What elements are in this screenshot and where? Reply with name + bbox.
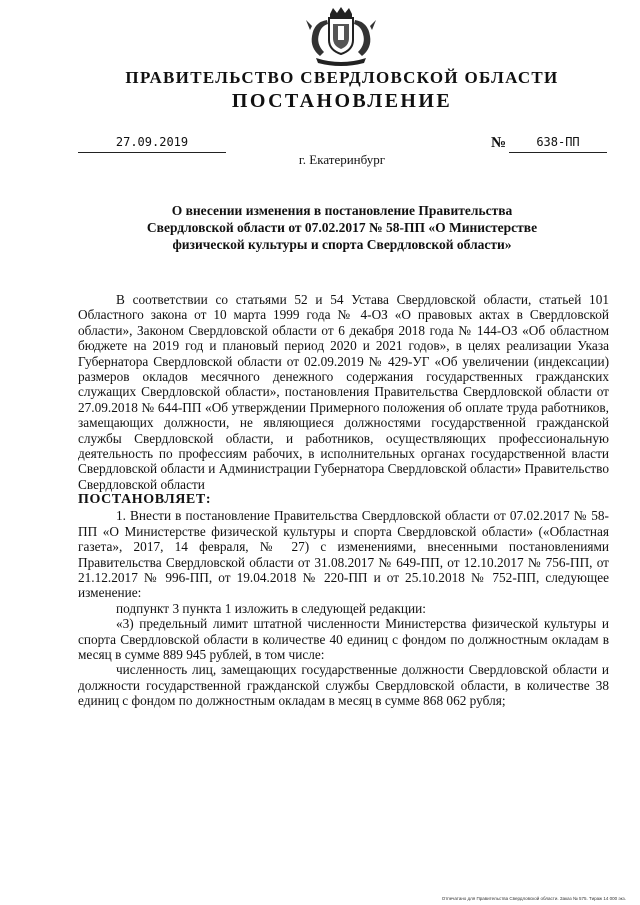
subject-line: Свердловской области от 07.02.2017 № 58-ПП «О Министерстве xyxy=(146,220,538,235)
quoted-paragraph: «3) предельный лимит штатной численности Министерства физической культуры и спорта Свердловской области в количестве 40 единиц с фондом по должностным окладам в месяц в сумме 889 945 рублей, в том числе: xyxy=(78,616,609,662)
document-subject xyxy=(110,202,574,253)
subject-line: О внесении изменения в постановление Правительства xyxy=(171,203,513,218)
city-label: г. Екатеринбург xyxy=(298,152,386,167)
document-body xyxy=(78,292,609,709)
preamble-paragraph: В соответствии со статьями 52 и 54 Устава Свердловской области, статьей 101 Областного закона от 10 марта 1999 года № 4-ОЗ «О правовых актах в Свердловской области», Законом Свердловской области от 6 декабря 2018 года № 144-ОЗ «Об областном бюджете на 2019 год и плановый период 2020 и 2021 годов», в целях реализации Указа Губернатора Свердловской области от 02.09.2019 № 429-УГ «Об увеличении (индексации) размеров окладов месячного денежного содержания государственных гражданских служащих Свердловской области», постановления Правительства Свердловской области от 27.09.2018 № 644-ПП «Об утверждении Примерного положения об оплате труда работников, замещающих должности, не являющиеся должностями государственной гражданской службы Свердловской области, и работников, осуществляющих профессиональную деятельность по профессиям рабочих, в исполнительных органах государственной власти Свердловской области и Администрации Губернатора Свердловской области» Правительство Свердловской области xyxy=(78,292,609,492)
government-title: ПРАВИТЕЛЬСТВО СВЕРДЛОВСКОЙ ОБЛАСТИ xyxy=(125,68,559,87)
item-1-paragraph: 1. Внести в постановление Правительства Свердловской области от 07.02.2017 № 58-ПП «О Министерстве физической культуры и спорта Свердловской области» («Областная газета», 2017, 14 февраля, № 27) с изменениями, внесенными постановлениями Правительства Свердловской области от 31.08.2017 № 649-ПП, от 12.10.2017 № 756-ПП, от 21.12.2017 № 996-ПП, от 19.04.2018 № 220-ПП и от 25.10.2018 № 752-ПП, следующее изменение: xyxy=(78,508,609,601)
document-kind: ПОСТАНОВЛЕНИЕ xyxy=(231,90,453,112)
number-sign: № xyxy=(491,135,507,151)
decree-word: ПОСТАНОВЛЯЕТ: xyxy=(78,492,212,508)
number-field: 638-ПП xyxy=(509,134,607,153)
print-imprint: Отпечатано для Правительства Свердловской области. Заказ № 575. Тираж 14 000 экз. xyxy=(441,896,626,901)
subject-line: физической культуры и спорта Свердловской области» xyxy=(172,237,512,252)
subitem-paragraph: подпункт 3 пункта 1 изложить в следующей редакции: xyxy=(116,600,426,616)
detail-paragraph: численность лиц, замещающих государственные должности Свердловской области и должности государственной гражданской службы Свердловской области, в количестве 38 единиц с фондом по должностным окладам в месяц в сумме 868 062 рубля; xyxy=(78,662,609,709)
coat-of-arms-icon xyxy=(300,6,382,68)
date-field: 27.09.2019 xyxy=(78,134,226,153)
